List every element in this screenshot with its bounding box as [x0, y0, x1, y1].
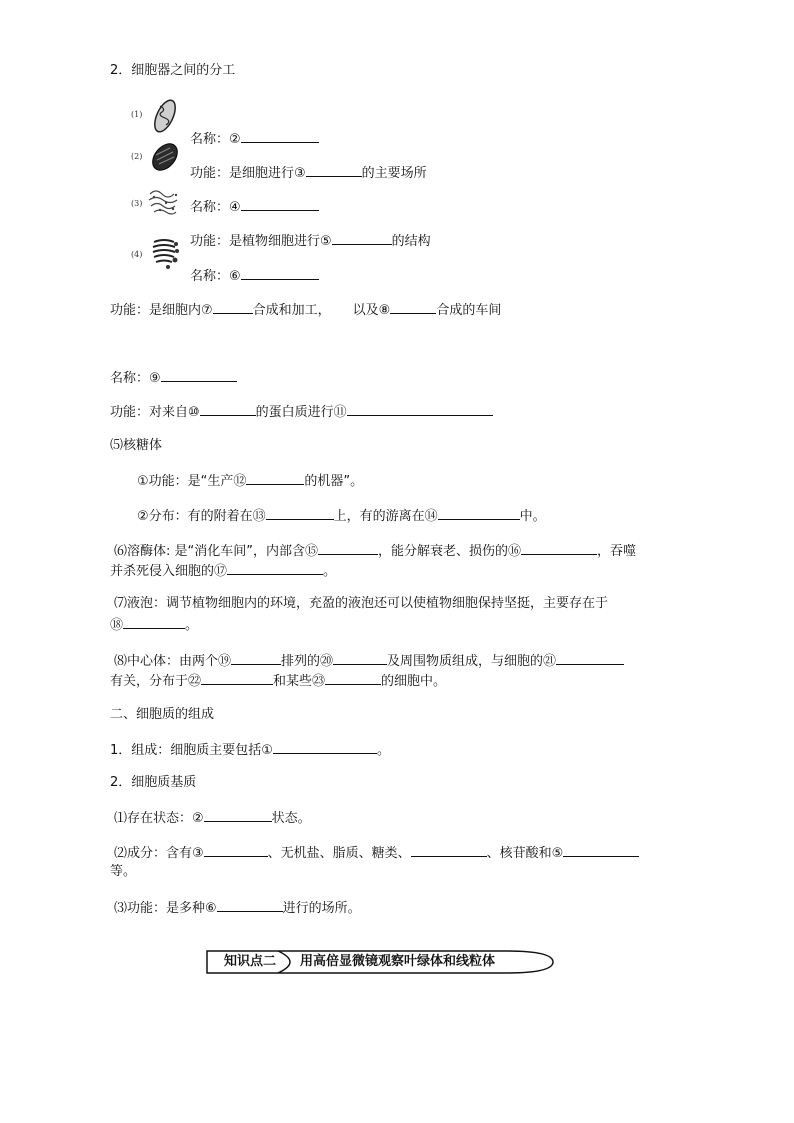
line-composition	[110, 740, 390, 760]
line-name-6	[190, 266, 319, 286]
text: 。	[376, 743, 390, 758]
text: 及周围物质组成，与细胞的㉑	[387, 654, 557, 669]
blank-3[interactable]	[306, 163, 362, 177]
blank-20[interactable]	[333, 651, 387, 665]
organelle-label-4: (4)	[131, 250, 143, 259]
text: ②分布：有的附着在⑬	[137, 509, 266, 524]
text: 的结构	[391, 234, 431, 249]
text: 的蛋白质进行⑪	[255, 405, 347, 420]
blank-2[interactable]	[241, 129, 319, 143]
banner-left-text: 知识点二	[224, 954, 277, 969]
line-ribosome-distribution	[137, 506, 546, 526]
line-function-cytosol	[114, 898, 361, 918]
line-state	[114, 808, 311, 828]
heading-ribosome: ⑸核糖体	[110, 438, 163, 453]
heading-cytoplasm-composition: 二、细胞质的组成	[110, 707, 215, 722]
blank-c2[interactable]	[204, 808, 272, 822]
blank-18[interactable]	[123, 615, 185, 629]
text: 上，有的游离在⑭	[333, 509, 438, 524]
line-function-3	[190, 163, 427, 183]
heading-cytosol: 2．细胞质基质	[110, 775, 197, 790]
banner-right-text: 用高倍显微镜观察叶绿体和线粒体	[300, 954, 496, 969]
line-ribosome-function	[137, 471, 363, 491]
text: 和某些㉓	[273, 674, 326, 689]
text: 功能：是细胞内⑦	[110, 303, 213, 318]
text: 并杀死侵入细胞的⑰	[110, 564, 228, 579]
text: ①功能：是“生产⑫	[137, 474, 247, 489]
blank-6[interactable]	[241, 266, 319, 280]
text: 进行的场所。	[282, 901, 361, 916]
organelle-label-2: (2)	[131, 152, 143, 161]
line-vacuole: ⑺液泡：调节植物细胞内的环境，充盈的液泡还可以使植物细胞保持坚挺，主要存在于	[114, 596, 609, 611]
text: ⑴存在状态：②	[114, 811, 204, 826]
section-title: 2．细胞器之间的分工	[110, 63, 236, 78]
text: ，吞噬	[597, 544, 637, 559]
text: ，能分解衰老、损伤的⑯	[377, 544, 521, 559]
blank-17[interactable]	[227, 561, 323, 575]
blank-8[interactable]	[390, 300, 436, 314]
blank-5[interactable]	[332, 231, 392, 245]
blank-15[interactable]	[318, 541, 378, 555]
blank-14[interactable]	[438, 506, 520, 520]
line-function-10-11	[110, 402, 493, 422]
blank-19[interactable]	[231, 651, 281, 665]
blank-c4[interactable]	[411, 843, 487, 857]
endoplasmic-reticulum-icon	[146, 186, 182, 218]
text: 状态。	[271, 811, 311, 826]
line-centrosome-cont	[110, 671, 446, 691]
text: 的机器”。	[304, 474, 364, 489]
blank-c5[interactable]	[563, 843, 639, 857]
blank-c3[interactable]	[204, 843, 268, 857]
blank-22[interactable]	[201, 671, 273, 685]
text: ⑵成分：含有③	[114, 846, 204, 861]
blank-c6[interactable]	[217, 898, 283, 912]
line-lysosome-cont	[110, 561, 336, 581]
text: 功能：是细胞进行③	[190, 166, 306, 181]
blank-12[interactable]	[246, 471, 304, 485]
blank-23[interactable]	[325, 671, 381, 685]
line-function-7-8	[110, 300, 501, 320]
blank-7[interactable]	[213, 300, 253, 314]
text: 功能：对来自⑩	[110, 405, 200, 420]
line-name-9	[110, 368, 237, 388]
text: ⑶功能：是多种⑥	[114, 901, 217, 916]
text: 。	[323, 564, 337, 579]
mitochondrion-icon	[150, 96, 180, 136]
blank-11[interactable]	[347, 402, 493, 416]
organelle-label-3: (3)	[131, 199, 143, 208]
blank-10[interactable]	[200, 402, 256, 416]
line-name-2	[190, 129, 319, 149]
text: 排列的⑳	[281, 654, 334, 669]
blank-4[interactable]	[241, 197, 319, 211]
text: 的细胞中。	[381, 674, 447, 689]
text: 合成和加工，	[252, 303, 331, 318]
line-vacuole-cont	[110, 615, 198, 635]
text: 以及⑧	[352, 303, 391, 318]
blank-16[interactable]	[521, 541, 597, 555]
text: 、无机盐、脂质、糖类、	[267, 846, 411, 861]
text: 名称：⑥	[190, 269, 241, 284]
blank-21[interactable]	[556, 651, 624, 665]
text: ⑱	[110, 618, 124, 633]
blank-13[interactable]	[266, 506, 334, 520]
text: 、核苷酸和⑤	[486, 846, 564, 861]
line-components-cont: 等。	[110, 864, 137, 879]
text: 1．组成：细胞质主要包括①	[110, 743, 273, 758]
knowledge-point-banner	[206, 950, 554, 974]
text: 的主要场所	[361, 166, 427, 181]
line-function-5	[190, 231, 431, 251]
golgi-apparatus-icon	[148, 236, 182, 272]
text: 名称：④	[190, 200, 241, 215]
text: 功能：是植物细胞进行⑤	[190, 234, 332, 249]
blank-9[interactable]	[161, 368, 237, 382]
organelle-label-1: (1)	[131, 110, 143, 119]
chloroplast-icon	[148, 140, 182, 174]
text: 合成的车间	[436, 303, 502, 318]
line-name-4	[190, 197, 319, 217]
blank-c1[interactable]	[273, 740, 377, 754]
text: ⑻中心体：由两个⑲	[114, 654, 232, 669]
line-lysosome	[114, 541, 636, 561]
text: 名称：⑨	[110, 371, 161, 386]
text: 名称：②	[190, 132, 241, 147]
line-components	[114, 843, 639, 863]
text: 中。	[519, 509, 546, 524]
text: 有关，分布于㉒	[110, 674, 202, 689]
text: 。	[185, 618, 199, 633]
line-centrosome	[114, 651, 624, 671]
text: ⑹溶酶体: 是“消化车间”，内部含⑮	[114, 544, 318, 559]
